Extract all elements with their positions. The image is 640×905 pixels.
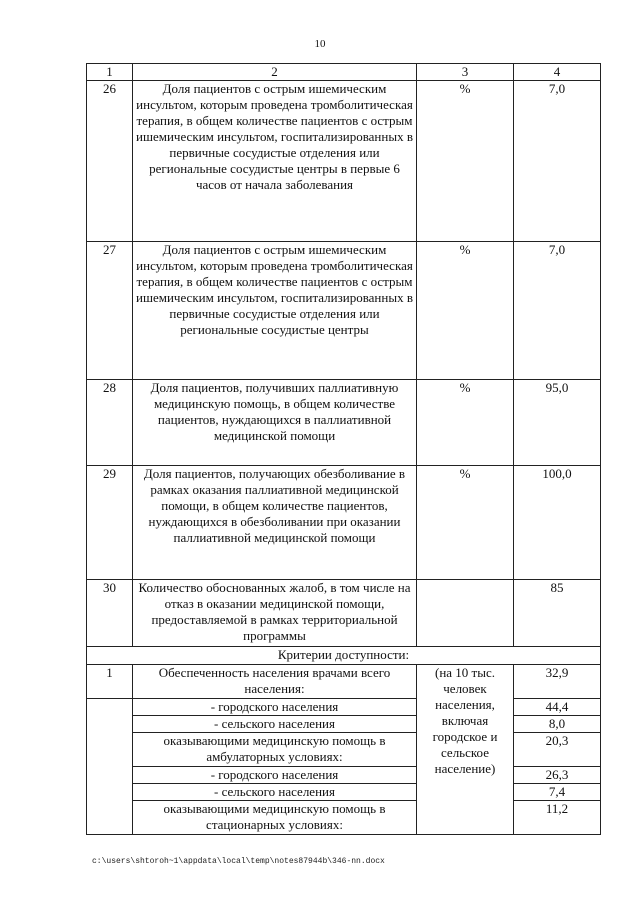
row-value: 85 — [514, 580, 601, 647]
row-value: 95,0 — [514, 380, 601, 466]
section-title: Критерии доступности: — [87, 647, 601, 665]
empty-number-cell — [87, 699, 133, 835]
row-number: 28 — [87, 380, 133, 466]
row-unit: % — [417, 466, 514, 580]
table-row — [87, 801, 601, 835]
row-number: 30 — [87, 580, 133, 647]
row-number: 26 — [87, 81, 133, 242]
row-value: 20,3 — [514, 733, 601, 767]
table-row — [87, 466, 601, 580]
row-description: - сельского населения — [133, 716, 417, 733]
row-description: оказывающими медицинскую помощь в амбулаторных условиях: — [133, 733, 417, 767]
header-col-3: 3 — [417, 64, 514, 81]
row-description: Обеспеченность населения врачами всего населения: — [133, 665, 417, 699]
indicators-table — [86, 63, 601, 835]
header-col-2: 2 — [133, 64, 417, 81]
header-col-1: 1 — [87, 64, 133, 81]
row-number: 1 — [87, 665, 133, 699]
row-description: Доля пациентов с острым ишемическим инсультом, которым проведена тромболитическая терапия, в общем количестве пациентов с острым ишемическим инсультом, госпитализированных в первичные сосудистые отделения или региональные сосудистые центры — [133, 242, 417, 380]
table-row — [87, 699, 601, 716]
row-description: - сельского населения — [133, 784, 417, 801]
table-row — [87, 81, 601, 242]
row-unit: % — [417, 242, 514, 380]
header-col-4: 4 — [514, 64, 601, 81]
row-unit — [417, 580, 514, 647]
row-value: 11,2 — [514, 801, 601, 835]
table-row — [87, 716, 601, 733]
row-value: 8,0 — [514, 716, 601, 733]
section-row — [87, 647, 601, 665]
row-description: оказывающими медицинскую помощь в стационарных условиях: — [133, 801, 417, 835]
row-value: 32,9 — [514, 665, 601, 699]
table-row — [87, 784, 601, 801]
row-description: Доля пациентов, получающих обезболивание в рамках оказания паллиативной медицинской помощи, в общем количестве пациентов, нуждающихся в обезболивании при оказании паллиативной медицинской помощи — [133, 466, 417, 580]
table-header-row — [87, 64, 601, 81]
table-row — [87, 733, 601, 767]
row-description: - городского населения — [133, 699, 417, 716]
row-value: 100,0 — [514, 466, 601, 580]
row-value: 26,3 — [514, 767, 601, 784]
row-description: Количество обоснованных жалоб, в том числе на отказ в оказании медицинской помощи, предоставляемой в рамках территориальной программы — [133, 580, 417, 647]
table-row — [87, 580, 601, 647]
row-description: - городского населения — [133, 767, 417, 784]
table-row — [87, 380, 601, 466]
row-number: 29 — [87, 466, 133, 580]
row-unit: % — [417, 81, 514, 242]
row-unit: % — [417, 380, 514, 466]
row-value: 7,0 — [514, 81, 601, 242]
table-row — [87, 767, 601, 784]
table-row — [87, 242, 601, 380]
merged-unit-cell: (на 10 тыс. человек населения, включая городское и сельское население) — [417, 665, 514, 835]
row-value: 44,4 — [514, 699, 601, 716]
row-description: Доля пациентов, получивших паллиативную медицинскую помощь, в общем количестве пациентов, нуждающихся в паллиативной медицинской помощи — [133, 380, 417, 466]
footer-file-path: c:\users\shtoroh~1\appdata\local\temp\notes87944b\346-nn.docx — [92, 857, 385, 866]
page-number: 10 — [314, 38, 326, 50]
row-number: 27 — [87, 242, 133, 380]
row-description: Доля пациентов с острым ишемическим инсультом, которым проведена тромболитическая терапия, в общем количестве пациентов с острым ишемическим инсультом, госпитализированных в первичные сосудистые отделения или региональные сосудистые центры в первые 6 часов от начала заболевания — [133, 81, 417, 242]
row-value: 7,4 — [514, 784, 601, 801]
table-row — [87, 665, 601, 699]
row-value: 7,0 — [514, 242, 601, 380]
